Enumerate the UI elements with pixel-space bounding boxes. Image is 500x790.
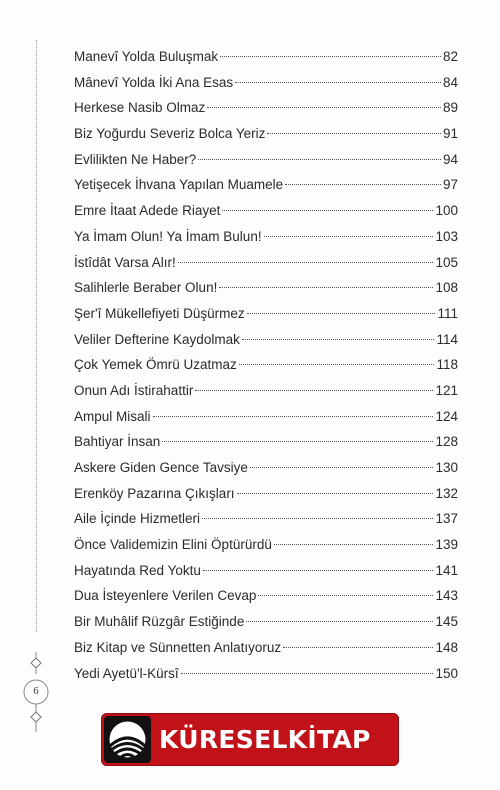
toc-entry xyxy=(74,70,458,96)
toc-dot-leader xyxy=(198,159,441,160)
toc-dot-leader xyxy=(178,262,434,263)
toc-entry-page: 143 xyxy=(435,588,458,604)
toc-entry xyxy=(74,558,458,584)
table-of-contents xyxy=(74,44,458,686)
toc-entry xyxy=(74,121,458,147)
globe-emblem-icon xyxy=(104,716,151,763)
toc-entry-page: 118 xyxy=(436,357,458,373)
toc-dot-leader xyxy=(237,493,434,494)
toc-entry-page: 130 xyxy=(435,460,458,475)
toc-entry-page: 82 xyxy=(442,49,458,64)
toc-entry xyxy=(74,661,458,687)
toc-entry-page: 128 xyxy=(435,434,458,450)
toc-entry-page: 111 xyxy=(437,305,458,321)
page-folio-ornament xyxy=(22,652,50,732)
toc-entry-page: 137 xyxy=(435,511,458,527)
toc-entry-page: 141 xyxy=(435,562,458,578)
toc-entry xyxy=(74,95,458,121)
toc-dot-leader xyxy=(203,570,434,571)
toc-entry-title: Mânevî Yolda İki Ana Esas xyxy=(74,74,234,90)
toc-entry xyxy=(74,224,458,250)
toc-entry-title: Salihlerle Beraber Olun! xyxy=(74,280,218,296)
toc-entry xyxy=(74,506,458,532)
toc-entry-title: Önce Validemizin Elini Öptürürdü xyxy=(74,537,272,553)
toc-entry-title: İstîdât Varsa Alır! xyxy=(74,254,176,270)
toc-entry-title: Bir Muhâlif Rüzgâr Estiğinde xyxy=(74,614,245,630)
toc-dot-leader xyxy=(220,56,441,57)
toc-dot-leader xyxy=(258,595,433,596)
toc-entry-page: 103 xyxy=(435,228,458,244)
toc-entry xyxy=(74,532,458,558)
toc-dot-leader xyxy=(264,236,434,237)
toc-dot-leader xyxy=(242,339,435,340)
toc-entry-title: Emre İtaat Adede Riayet xyxy=(74,203,221,219)
toc-entry-title: Ampul Misali xyxy=(74,408,151,424)
toc-entry-title: Yedi Ayetü'l-Kürsî xyxy=(74,665,179,681)
toc-dot-leader xyxy=(239,364,435,365)
toc-entry-title: Onun Adı İstirahattir xyxy=(74,382,194,398)
toc-entry xyxy=(74,275,458,301)
toc-entry-page: 148 xyxy=(435,639,458,655)
toc-entry xyxy=(74,327,458,353)
toc-entry-title: Erenköy Pazarına Çıkışları xyxy=(74,485,235,501)
toc-entry xyxy=(74,481,458,507)
toc-entry xyxy=(74,429,458,455)
toc-entry-title: Çok Yemek Ömrü Uzatmaz xyxy=(74,357,237,373)
publisher-name: KÜRESELKİTAP xyxy=(159,725,371,754)
toc-dot-leader xyxy=(207,107,441,108)
toc-dot-leader xyxy=(235,82,441,83)
toc-entry xyxy=(74,378,458,404)
toc-entry-page: 124 xyxy=(435,408,458,424)
toc-entry-page: 91 xyxy=(442,126,458,142)
toc-entry-page: 139 xyxy=(435,537,458,553)
toc-dot-leader xyxy=(283,647,433,648)
toc-dot-leader xyxy=(222,210,433,211)
toc-entry-page: 100 xyxy=(435,203,458,219)
toc-entry xyxy=(74,198,458,224)
toc-entry-page: 89 xyxy=(442,100,458,116)
toc-dot-leader xyxy=(153,416,434,417)
toc-entry-page: 108 xyxy=(435,280,458,296)
toc-dot-leader xyxy=(202,518,433,519)
toc-dot-leader xyxy=(250,467,434,468)
toc-dot-leader xyxy=(195,390,433,391)
toc-entry xyxy=(74,404,458,430)
toc-entry xyxy=(74,147,458,173)
toc-entry xyxy=(74,352,458,378)
toc-entry-title: Aile İçinde Hizmetleri xyxy=(74,511,201,527)
toc-entry-page: 105 xyxy=(435,254,458,270)
page-number: 6 xyxy=(33,685,39,697)
toc-entry-page: 84 xyxy=(442,74,458,90)
toc-entry-title: Bahtiyar İnsan xyxy=(74,434,161,450)
toc-entry-page: 145 xyxy=(435,614,458,630)
toc-entry-title: Hayatında Red Yoktu xyxy=(74,562,201,578)
toc-dot-leader xyxy=(246,621,433,622)
toc-entry-page: 97 xyxy=(442,177,458,193)
toc-entry-title: Yetişecek İhvana Yapılan Muamele xyxy=(74,177,284,193)
toc-entry-page: 114 xyxy=(436,331,458,347)
toc-entry-title: Manevî Yolda Buluşmak xyxy=(74,49,219,64)
toc-dot-leader xyxy=(219,287,433,288)
toc-entry-title: Biz Kitap ve Sünnetten Anlatıyoruz xyxy=(74,639,282,655)
toc-dot-leader xyxy=(267,133,441,134)
toc-entry-title: Dua İsteyenlere Verilen Cevap xyxy=(74,588,257,604)
toc-entry-page: 94 xyxy=(442,151,458,167)
toc-entry-page: 132 xyxy=(435,485,458,501)
toc-entry-title: Evlilikten Ne Haber? xyxy=(74,151,197,167)
toc-dot-leader xyxy=(162,441,433,442)
toc-entry xyxy=(74,635,458,661)
toc-entry xyxy=(74,172,458,198)
toc-entry xyxy=(74,44,458,70)
toc-entry xyxy=(74,455,458,481)
toc-dot-leader xyxy=(181,673,434,674)
toc-dot-leader xyxy=(285,184,441,185)
toc-entry-page: 121 xyxy=(435,382,458,398)
toc-entry xyxy=(74,250,458,276)
toc-entry xyxy=(74,583,458,609)
publisher-logo xyxy=(101,713,399,766)
toc-entry-title: Askere Giden Gence Tavsiye xyxy=(74,460,248,475)
toc-entry-title: Veliler Defterine Kaydolmak xyxy=(74,331,240,347)
toc-entry-page: 150 xyxy=(435,665,458,681)
toc-entry xyxy=(74,301,458,327)
toc-entry-title: Şer'î Mükellefiyeti Düşürmez xyxy=(74,305,245,321)
toc-entry-title: Ya İmam Olun! Ya İmam Bulun! xyxy=(74,228,262,244)
toc-entry-title: Herkese Nasib Olmaz xyxy=(74,100,206,116)
toc-entry-title: Biz Yoğurdu Severiz Bolca Yeriz xyxy=(74,126,266,142)
margin-dotted-rule xyxy=(36,40,37,632)
toc-entry xyxy=(74,609,458,635)
toc-dot-leader xyxy=(247,313,436,314)
toc-dot-leader xyxy=(274,544,434,545)
